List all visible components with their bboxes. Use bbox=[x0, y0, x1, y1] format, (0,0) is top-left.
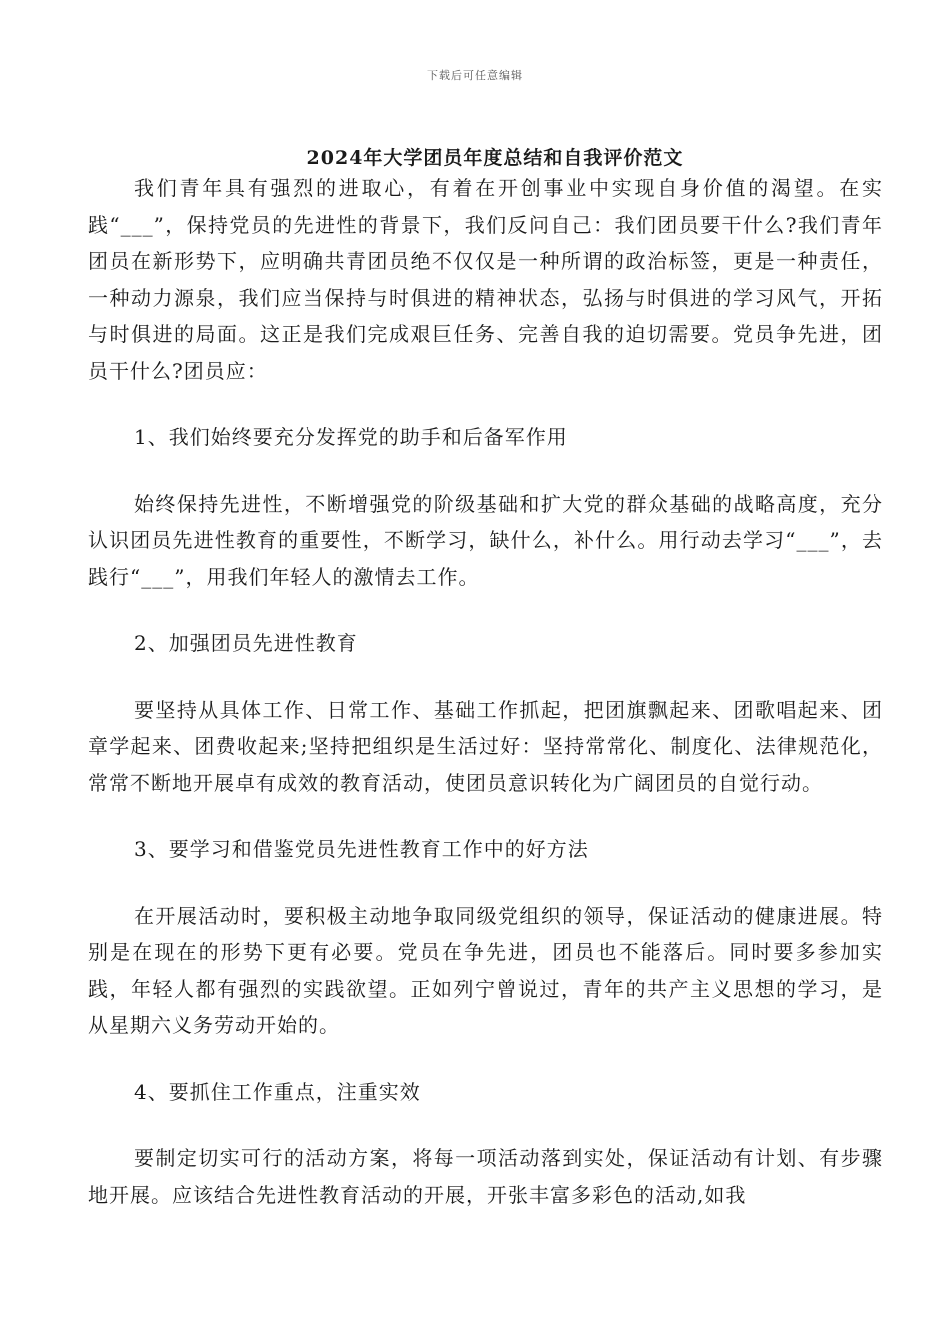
paragraph-section-4: 要制定切实可行的活动方案，将每一项活动落到实处，保证活动有计划、有步骤地开展。应该结合先进性教育活动的开展，开张丰富多彩色的活动,如我 bbox=[88, 1146, 883, 1207]
document-body bbox=[88, 170, 883, 1243]
section-heading-2: 2、加强团员先进性教育 bbox=[134, 631, 358, 655]
section-heading-3: 3、要学习和借鉴党员先进性教育工作中的好方法 bbox=[134, 837, 589, 861]
section-heading-4: 4、要抓住工作重点，注重实效 bbox=[134, 1079, 421, 1104]
document-title: 2024年大学团员年度总结和自我评价范文 bbox=[306, 147, 684, 169]
paragraph-section-3: 在开展活动时，要积极主动地争取同级党组织的领导，保证活动的健康进展。特别是在现在的形势下更有必要。党员在争先进，团员也不能落后。同时要多参加实践，年轻人都有强烈的实践欲望。正如列宁曾说过，青年的共产主义思想的学习，是从星期六义务劳动开始的。 bbox=[88, 903, 883, 1037]
paragraph-intro: 我们青年具有强烈的进取心，有着在开创事业中实现自身价值的渴望。在实践“___”，保持党员的先进性的背景下，我们反问自己：我们团员要干什么?我们青年团员在新形势下，应明确共青团员绝不仅仅是一种所谓的政治标签，更是一种责任，一种动力源泉，我们应当保持与时俱进的精神状态，弘扬与时俱进的学习风气，开拓与时俱进的局面。这正是我们完成艰巨任务、完善自我的迫切需要。党员争先进，团员干什么?团员应： bbox=[88, 176, 883, 383]
section-heading-1: 1、我们始终要充分发挥党的助手和后备军作用 bbox=[134, 425, 568, 449]
header-note: 下载后可任意编辑 bbox=[427, 69, 523, 82]
paragraph-section-2: 要坚持从具体工作、日常工作、基础工作抓起，把团旗飘起来、团歌唱起来、团章学起来、团费收起来;坚持把组织是生活过好：坚持常常化、制度化、法律规范化，常常不断地开展卓有成效的教育活动，使团员意识转化为广阔团员的自觉行动。 bbox=[88, 697, 883, 795]
paragraph-section-1: 始终保持先进性，不断增强党的阶级基础和扩大党的群众基础的战略高度，充分认识团员先进性教育的重要性，不断学习，缺什么，补什么。用行动去学习“___”，去践行“___”，用我们年轻人的激情去工作。 bbox=[88, 491, 883, 589]
